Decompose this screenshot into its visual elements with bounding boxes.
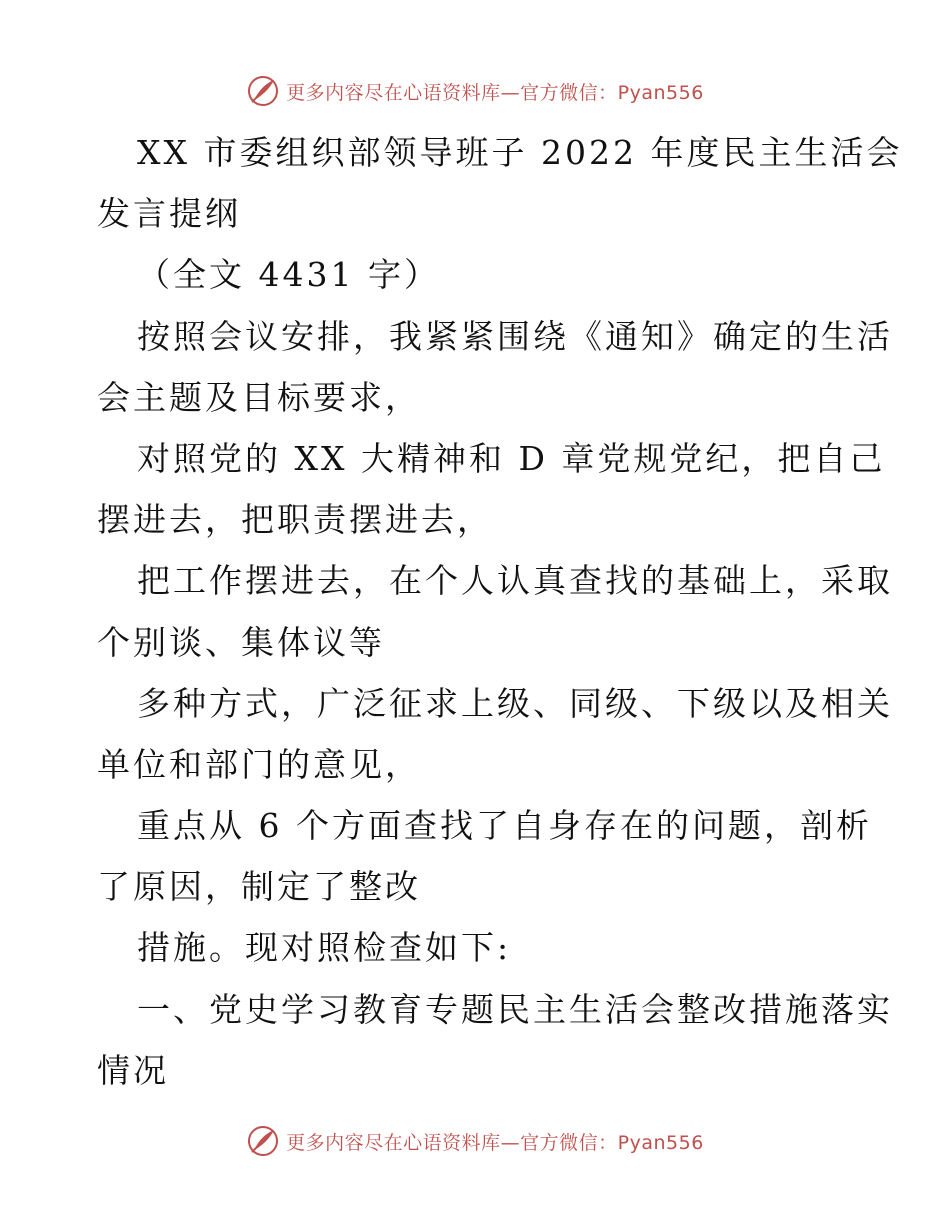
document-line: 多种方式，广泛征求上级、同级、下级以及相关 bbox=[137, 683, 893, 723]
document-line: 情况 bbox=[97, 1050, 169, 1090]
document-line: 摆进去，把职责摆进去， bbox=[97, 500, 493, 540]
document-line: 会主题及目标要求， bbox=[97, 377, 421, 417]
document-line: 按照会议安排，我紧紧围绕《通知》确定的生活 bbox=[137, 316, 893, 356]
document-line: 对照党的 XX 大精神和 D 章党规党纪，把自己 bbox=[137, 438, 886, 478]
footer-watermark bbox=[0, 1124, 950, 1158]
document-line: 发言提纲 bbox=[97, 194, 241, 234]
document-line: 单位和部门的意见， bbox=[97, 744, 421, 784]
watermark-text: 更多内容尽在心语资料库—官方微信：Pyan556 bbox=[286, 81, 704, 104]
document-body bbox=[97, 122, 903, 1101]
document-line: 一、党史学习教育专题民主生活会整改措施落实 bbox=[137, 989, 893, 1029]
document-line: （全文 4431 字） bbox=[137, 255, 440, 295]
feather-pen-logo-icon bbox=[246, 74, 280, 108]
document-line: 了原因，制定了整改 bbox=[97, 867, 421, 907]
document-line: 重点从 6 个方面查找了自身存在的问题，剖析 bbox=[137, 806, 872, 846]
document-line: 把工作摆进去，在个人认真查找的基础上，采取 bbox=[137, 561, 893, 601]
document-line: 个别谈、集体议等 bbox=[97, 622, 385, 662]
watermark-text: 更多内容尽在心语资料库—官方微信：Pyan556 bbox=[286, 1131, 704, 1154]
header-watermark bbox=[0, 74, 950, 108]
document-line: XX 市委组织部领导班子 2022 年度民主生活会 bbox=[137, 133, 903, 172]
feather-pen-logo-icon bbox=[246, 1124, 280, 1158]
document-line: 措施。现对照检查如下: bbox=[137, 928, 512, 968]
